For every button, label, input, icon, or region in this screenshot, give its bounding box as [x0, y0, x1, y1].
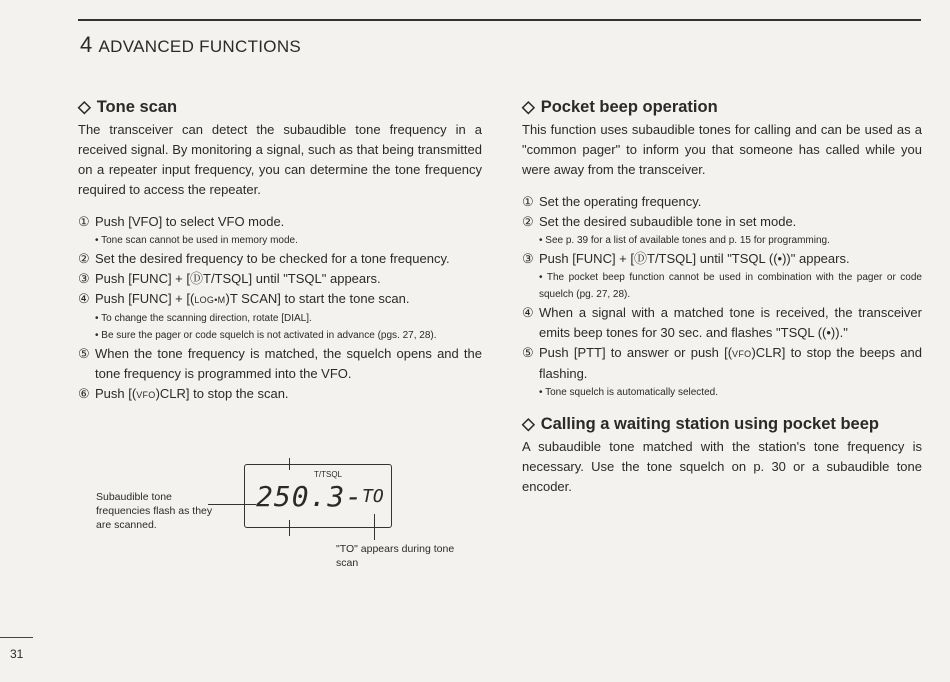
step-5: ⑤ Push [PTT] to answer or push [(VFO)CLR] to stop the beeps and flashing.	[522, 345, 922, 381]
diamond-icon: ◇	[522, 98, 535, 116]
calling-heading: ◇ Calling a waiting station using pocket beep	[522, 415, 879, 433]
step-2: ② Set the desired subaudible tone in set mode.	[522, 214, 797, 229]
note: • Be sure the pager or code squelch is not activated in advance (pgs. 27, 28).	[95, 330, 437, 341]
pocket-beep-heading: ◇ Pocket beep operation	[522, 98, 718, 116]
arrow-up-icon	[374, 514, 375, 540]
step-6: ⑥ Push [(VFO)CLR] to stop the scan.	[78, 386, 289, 401]
caption-right: "TO" appears during tone scan	[336, 543, 455, 569]
calling-body: A subaudible tone matched with the station's tone frequency is necessary. Use the tone squelch on p. 30 or a subaudible tone encoder.	[522, 439, 922, 494]
pocket-beep-steps	[522, 192, 922, 401]
step-5: ⑤ When the tone frequency is matched, the squelch opens and the tone frequency is programmed into the VFO.	[78, 346, 482, 381]
pocket-beep-intro: This function uses subaudible tones for calling and can be used as a "common pager" to inform you that someone has called while you were away from the transceiver.	[522, 122, 922, 177]
page-number-rule	[0, 637, 33, 638]
tone-scan-heading: ◇ Tone scan	[78, 98, 178, 116]
diamond-icon: ◇	[522, 415, 535, 433]
note: • Tone squelch is automatically selected.	[539, 387, 718, 398]
arrow-right-icon	[208, 504, 256, 505]
chapter-title: ADVANCED FUNCTIONS	[98, 37, 302, 56]
tone-scan-intro: The transceiver can detect the subaudible tone frequency in a received signal. By monitoring a signal, such as that being transmitted on a repeater input frequency, you can determine the tone frequency required to access the repeater.	[78, 122, 482, 197]
step-3: ③ Push [FUNC] + [ⒹT/TSQL] until "TSQL" appears.	[78, 271, 381, 286]
diamond-icon: ◇	[78, 98, 91, 116]
lcd-tsql-indicator: T/TSQL	[314, 470, 343, 479]
step-4: ④ Push [FUNC] + [(LOG•M)T SCAN] to start the tone scan.	[78, 291, 410, 306]
step-2: ② Set the desired frequency to be checked for a tone frequency.	[78, 251, 450, 266]
note: • The pocket beep function cannot be used in combination with the pager or code squelch (pg. 27, 28).	[539, 272, 922, 300]
tone-scan-section	[78, 96, 482, 405]
step-3: ③ Push [FUNC] + [ⒹT/TSQL] until "TSQL ((•))" appears.	[522, 251, 850, 266]
step-1: ① Set the operating frequency.	[522, 194, 702, 209]
note: • See p. 39 for a list of available tones and p. 15 for programming.	[539, 235, 830, 246]
pocket-beep-section	[522, 96, 922, 497]
chapter-header	[80, 32, 301, 58]
step-1: ① Push [VFO] to select VFO mode.	[78, 214, 285, 229]
top-rule	[78, 19, 921, 21]
lcd-to-indicator: TO	[362, 486, 384, 507]
note: • Tone scan cannot be used in memory mode.	[95, 235, 298, 246]
lcd-frequency-digits: 250.3-	[256, 480, 364, 513]
step-4: ④ When a signal with a matched tone is received, the transceiver emits beep tones for 30 sec. and flashes "TSQL ((•))."	[522, 305, 922, 340]
page-number: 31	[10, 647, 24, 661]
lcd-diagram	[78, 458, 458, 588]
chapter-number: 4	[80, 32, 93, 57]
tone-scan-steps	[78, 212, 482, 405]
note: • To change the scanning direction, rotate [DIAL].	[95, 313, 312, 324]
caption-left: Subaudible tone frequencies flash as they are scanned.	[96, 491, 213, 531]
